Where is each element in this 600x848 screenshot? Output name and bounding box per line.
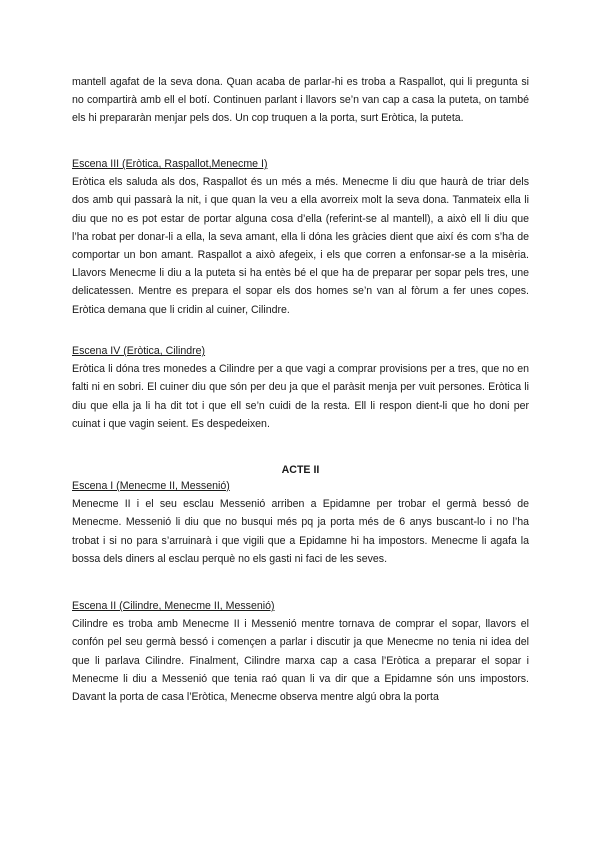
- scene-4-heading: Escena IV (Eròtica, Cilindre): [72, 345, 206, 357]
- act2-scene-2-block: [72, 597, 529, 706]
- act2-scene-1-text: Menecme II i el seu esclau Messenió arriben a Epidamne per trobar el germà bessó de Menecme. Messenió li diu que no busqui més pq ja porta més de 6 anys buscant-lo i no l’ha trobat i si no para s’arruinarà i que vigili que a Epidamne hi ha impostors. Menecme li agafa la bossa dels diners al esclau perquè no els gasti ni faci de les seves.: [72, 498, 529, 565]
- intro-paragraph-block: [72, 73, 529, 128]
- act2-scene-2-heading: Escena II (Cilindre, Menecme II, Messenió): [72, 600, 275, 612]
- scene-3-text: Eròtica els saluda als dos, Raspallot és un més a més. Menecme li diu que haurà de triar dels dos amb qui passarà la nit, i que quan la veu a ella avorreix molt la seva dona. Tanmateix ella li diu que no es pot estar de portar alguna cosa d’ella (referint-se al mantell), a això ell li diu que l’ha robat per donar-li a ella, la seva amant, ella li dóna les gràcies dient que així és com s’ha de comportar un bon amant. Raspallot a això afegeix, i els que corren a enfonsar-se a la misèria. Llavors Menecme li diu a la puteta si ha entès bé el que ha de preparar per sopar pels tres, une delicatessen. Mentre es prepara el sopar els dos homes se’n van al fòrum a fer unes copes. Eròtica demana que li cridin al cuiner, Cilindre.: [72, 176, 529, 316]
- scene-3-block: [72, 155, 529, 319]
- scene-4-block: [72, 342, 529, 433]
- scene-4-text: Eròtica li dóna tres monedes a Cilindre per a que vagi a comprar provisions per a tres, que no en falti ni en sobri. El cuiner diu que són per deu ja que el paràsit menja per vuit persones. Eròtica li diu que ella ja li ha dit tot i que ell se’n cuidi de la resta. Ell li respon dient-li que ho doni per cuinat i que vagin seient. Es despedeixen.: [72, 363, 529, 430]
- scene-3-heading: Escena III (Eròtica, Raspallot,Menecme I): [72, 158, 268, 170]
- act2-scene-1-heading: Escena I (Menecme II, Messenió): [72, 480, 230, 492]
- intro-paragraph: mantell agafat de la seva dona. Quan acaba de parlar-hi es troba a Raspallot, qui li pregunta si no compartirà amb ell el botí. Continuen parlant i llavors se’n van cap a casa la puteta, on també els hi prepararàn menjar pels dos. Un cop truquen a la porta, surt Eròtica, la puteta.: [72, 76, 529, 125]
- act2-scene-1-block: [72, 477, 529, 568]
- act-title: ACTE II: [281, 464, 320, 476]
- act2-scene-2-text: Cilindre es troba amb Menecme II i Messenió mentre tornava de comprar el sopar, llavors el confón pel seu germà bessó i començen a parlar i discutir ja que Menecme no tenia ni idea del que li parlava Cilindre. Finalment, Cilindre marxa cap a casa l’Eròtica a preparar el sopar i Menecme li diu a Messenió que tenia raó quan li va dir que a Epidamne són uns impostors. Davant la porta de casa l’Eròtica, Menecme observa mentre algú obra la porta: [72, 618, 529, 704]
